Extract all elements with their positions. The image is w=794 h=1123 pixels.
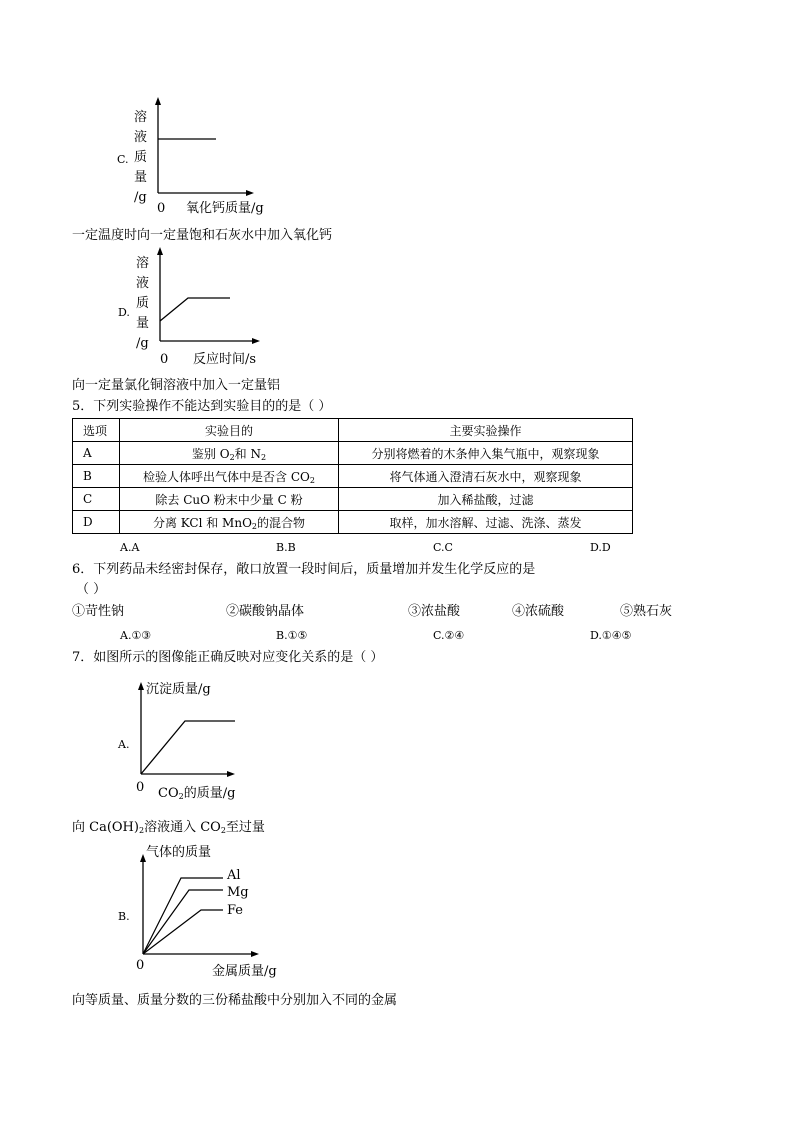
table-header-cell: 选项 [73,419,120,442]
purpose-cell [120,442,339,465]
choice-b[interactable]: B.①⑤ [276,629,308,642]
graph-a-axes [133,680,248,780]
graph-a-caption [72,820,265,839]
ylabel-char: /g [136,336,149,351]
x-arrow-icon [246,190,254,196]
graph-b-xlabel: 金属质量/g [212,964,277,979]
q6-item: ②碳酸钠晶体 [226,604,305,619]
ylabel-char: 量 [134,170,148,185]
subscript: 2 [138,826,145,835]
table-header-cell: 实验目的 [120,419,339,442]
ylabel-char: 液 [134,130,148,145]
graph-d-caption: 向一定量氯化铜溶液中加入一定量铝 [72,378,281,393]
option-cell: A [73,442,120,465]
q6-item: ④浓硫酸 [512,604,565,619]
graph-c-axes [150,95,260,200]
operation-cell: 取样，加水溶解、过滤、洗涤、蒸发 [339,511,633,534]
series-label-mg: Mg [227,885,249,900]
purpose-cell [120,511,339,534]
table-row [73,511,633,534]
graph-b-ylabel: 气体的质量 [146,845,212,860]
subscript: 2 [260,452,267,462]
ylabel-char: 质 [136,296,150,311]
choice-c[interactable]: C.C [433,541,453,554]
graph-a-option-label: A. [118,738,130,751]
graph-d-xlabel: 反应时间/s [193,352,257,367]
x-arrow-icon [227,771,235,777]
caption-text: 向 Ca(OH) [72,820,139,835]
ylabel-char: 溶 [134,110,148,125]
graph-c-option-label: C. [117,153,129,166]
graph-d-origin: 0 [160,352,169,367]
graph-a-line [141,721,235,774]
operation-cell: 分别将燃着的木条伸入集气瓶中，观察现象 [339,442,633,465]
subscript: 2 [178,792,184,801]
table-header-row [73,419,633,442]
choice-a[interactable]: A.A [120,541,140,554]
choice-d[interactable]: D.D [590,541,611,554]
purpose-text: 和 N [234,446,261,461]
option-cell: B [73,465,120,488]
purpose-text: 的混合物 [257,515,306,530]
choice-a[interactable]: A.①③ [120,629,152,642]
ylabel-char: 量 [136,316,150,331]
subscript: 2 [309,475,315,485]
q6-item: ③浓盐酸 [408,604,461,619]
caption-text: 至过量 [225,820,265,835]
table-row [73,465,633,488]
graph-c-caption: 一定温度时向一定量饱和石灰水中加入氧化钙 [72,228,333,243]
graph-a-origin: 0 [136,780,145,795]
choice-c[interactable]: C.②④ [433,629,465,642]
choice-b[interactable]: B.B [276,541,296,554]
y-arrow-icon [138,682,144,690]
y-arrow-icon [140,854,146,862]
graph-c-origin: 0 [157,201,166,216]
graph-a-xlabel [158,786,235,805]
graph-b-option-label: B. [118,910,130,923]
graph-b-caption: 向等质量、质量分数的三份稀盐酸中分别加入不同的金属 [72,993,398,1008]
ylabel-char: 质 [134,150,148,165]
graph-d-ylabel [136,254,149,354]
table-header-cell: 主要实验操作 [339,419,633,442]
choice-d[interactable]: D.①④⑤ [590,629,632,642]
q6-item: ⑤熟石灰 [620,604,673,619]
purpose-cell [120,488,339,511]
purpose-text: 鉴别 O [191,446,230,461]
ylabel-char: 溶 [136,256,150,271]
ylabel-char: /g [134,190,147,205]
graph-c-xlabel: 氧化钙质量/g [186,201,264,216]
graph-c-ylabel [134,108,147,208]
purpose-cell [120,465,339,488]
y-arrow-icon [155,97,161,105]
y-arrow-icon [157,247,163,255]
option-cell: C [73,488,120,511]
table-row [73,488,633,511]
series-label-fe: Fe [227,903,244,918]
table-row [73,442,633,465]
operation-cell: 加入稀盐酸，过滤 [339,488,633,511]
xlabel-text: 的质量/g [183,786,236,801]
caption-text: 溶液通入 CO [144,820,221,835]
graph-b-axes [135,852,265,960]
x-arrow-icon [251,951,259,957]
subscript: 2 [251,521,258,531]
subscript: 2 [220,826,226,835]
q5-table [72,418,633,534]
x-arrow-icon [252,338,260,344]
subscript: 2 [229,452,235,462]
graph-d-line [160,298,230,321]
purpose-text: 检验人体呼出气体中是否含 CO [143,469,310,484]
graph-a-ylabel: 沉淀质量/g [146,682,211,697]
purpose-text: 分离 KCl 和 MnO [152,515,252,530]
q5-stem: 5．下列实验操作不能达到实验目的的是（ ） [72,399,332,414]
q6-item: ①苛性钠 [72,604,125,619]
q6-paren: （ ） [76,582,107,597]
q7-stem: 7．如图所示的图像能正确反映对应变化关系的是（ ） [72,650,384,665]
graph-b-origin: 0 [136,958,145,973]
option-cell: D [73,511,120,534]
series-label-al: Al [227,868,241,883]
series-line-fe [143,910,223,954]
graph-d-option-label: D. [118,306,130,319]
ylabel-char: 液 [136,276,150,291]
operation-cell: 将气体通入澄清石灰水中，观察现象 [339,465,633,488]
q6-stem: 6．下列药品未经密封保存，敞口放置一段时间后，质量增加并发生化学反应的是 [72,562,536,577]
xlabel-text: CO [158,786,179,801]
purpose-text: 除去 CuO 粉末中少量 C 粉 [155,492,303,507]
graph-d-axes [152,245,267,350]
